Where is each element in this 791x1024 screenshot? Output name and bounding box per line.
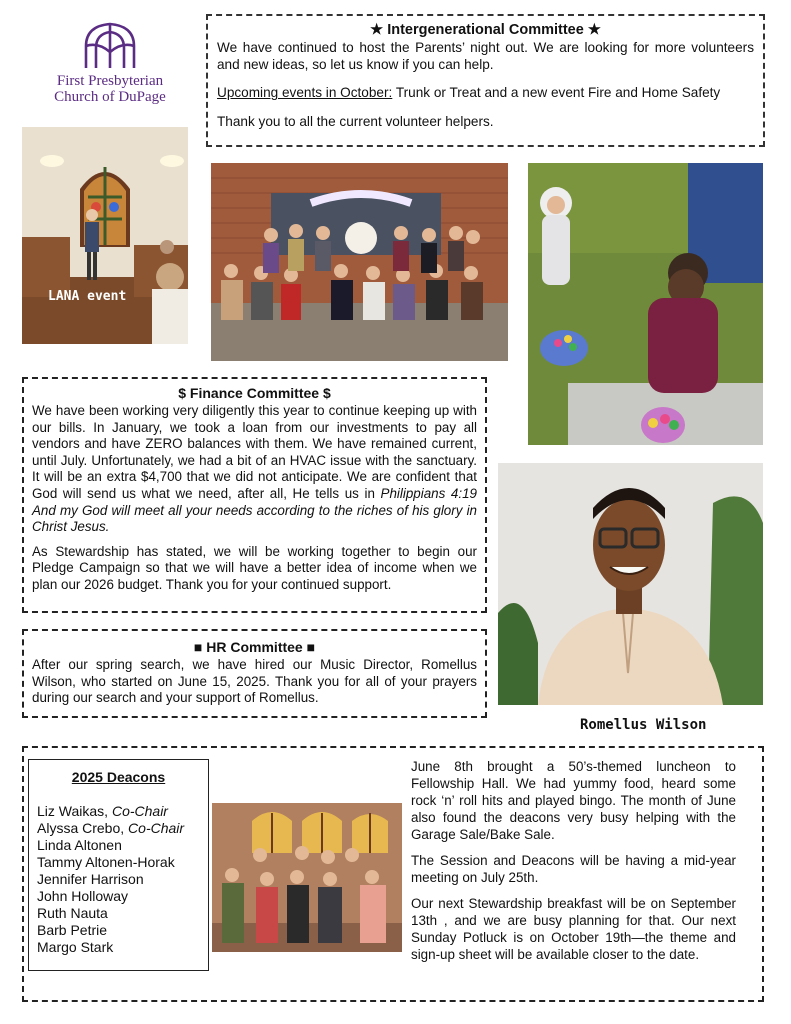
deacons-list: [37, 803, 200, 956]
church-window-icon: [80, 22, 140, 70]
church-logo: [40, 22, 180, 112]
deacon-name: Barb Petrie: [37, 922, 108, 938]
deacon-name: Margo Stark: [37, 939, 114, 955]
deacon-list-item: [37, 871, 200, 888]
intergenerational-committee-box: [206, 14, 765, 147]
deacons-paragraph-3: Our next Stewardship breakfast will be on September 13th , and we are busy planning for that. Our next Sunday Potluck is on October 19th—the theme and sign-up sheet will be available closer to the date.: [411, 896, 736, 962]
deacon-role: Co-Chair: [128, 820, 185, 836]
egg-hunt-photo: [528, 163, 763, 445]
logo-line-2: Church of DuPage: [54, 89, 166, 105]
deacon-name: Liz Waikas,: [37, 803, 112, 819]
deacons-text-column: [411, 758, 736, 963]
romellus-wilson-caption: Romellus Wilson: [580, 717, 707, 733]
deacon-name: John Holloway: [37, 888, 129, 904]
deacons-title: 2025 Deacons: [71, 769, 166, 785]
finance-committee-box: [22, 377, 487, 613]
finance-bible-verse: Philippians 4:19 And my God will meet all your needs according to the riches of his glory in Christ Jesus.: [32, 485, 477, 535]
deacon-name: Tammy Altonen-Horak: [37, 854, 175, 870]
finance-paragraph-1: [32, 403, 477, 536]
upcoming-events-label: Upcoming events in October:: [217, 85, 393, 101]
deacons-paragraph-2: The Session and Deacons will be having a mid-year meeting on July 25th.: [411, 853, 736, 885]
deacon-name: Ruth Nauta: [37, 905, 108, 921]
deacons-group-photo: [212, 803, 402, 952]
deacon-list-item: [37, 820, 200, 837]
deacons-section-box: [22, 746, 764, 1002]
finance-title: $ Finance Committee $: [178, 385, 331, 401]
intergenerational-paragraph-1: We have continued to host the Parents’ night out. We are looking for more volunteers and new ideas, so let us know if you can help.: [217, 40, 754, 72]
deacons-list-box: [28, 759, 209, 971]
hr-paragraph: After our spring search, we have hired our Music Director, Romellus Wilson, who started on June 15, 2025. Thank you for all of your prayers during our search and your support of Romellus.: [32, 657, 477, 706]
intergenerational-paragraph-3: Thank you to all the current volunteer helpers.: [217, 113, 494, 129]
deacon-list-item: [37, 905, 200, 922]
deacon-list-item: [37, 803, 200, 820]
deacon-list-item: [37, 922, 200, 939]
deacon-name: Jennifer Harrison: [37, 871, 144, 887]
deacons-paragraph-1: June 8th brought a 50’s-themed luncheon to Fellowship Hall. We had yummy food, heard some rock ‘n’ roll hits and played bingo. The month of June also found the deacons very busy helping with the Garage Sale/Bake Sale.: [411, 759, 736, 842]
intergenerational-title: ★ Intergenerational Committee ★: [370, 22, 601, 38]
deacon-name: Alyssa Crebo,: [37, 820, 129, 836]
intergenerational-paragraph-2: [217, 85, 754, 102]
logo-line-1: First Presbyterian: [56, 73, 164, 89]
deacon-list-item: [37, 888, 200, 905]
deacon-list-item: [37, 837, 200, 854]
deacon-role: Co-Chair: [111, 803, 168, 819]
finance-paragraph-1-main: We have been working very diligently this year to continue keeping up with our bills. In January, we took a loan from our investments to pay all vendors and have ZERO balances with them. We have remained current, until July. Unfortunately, we had a bit of an HVAC issue with the sanctuary. It will be an extra $4,700 that we did not anticipate. We are confident that God will send us what we need, after all, He tells us in: [32, 403, 477, 501]
hr-committee-box: [22, 629, 487, 718]
romellus-wilson-photo: [498, 463, 763, 705]
upcoming-events-text: Trunk or Treat and a new event Fire and Home Safety: [392, 85, 721, 101]
finance-paragraph-2: As Stewardship has stated, we will be working together to begin our Pledge Campaign so that we will have a better idea of income when we plan our 2026 budget. Thank you for your continued support.: [32, 543, 477, 592]
group-photo: [211, 163, 508, 361]
hr-title: ■ HR Committee ■: [193, 639, 316, 655]
lana-event-photo: [22, 127, 188, 344]
deacon-list-item: [37, 939, 200, 956]
deacon-name: Linda Altonen: [37, 837, 122, 853]
lana-event-caption: LANA event: [48, 289, 127, 304]
deacon-list-item: [37, 854, 200, 871]
